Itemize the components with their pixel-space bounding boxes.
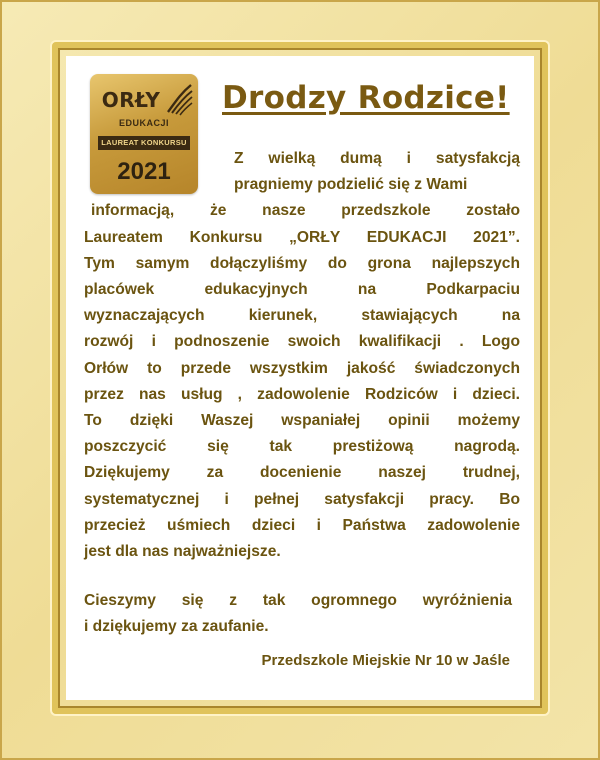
- body-line: To dzięki Waszej wspaniałej opinii możemy: [84, 412, 520, 430]
- logo-band: LAUREAT KONKURSU: [98, 136, 190, 150]
- closing-line: i dziękujemy za zaufanie.: [84, 618, 269, 635]
- body-line: Orłów to przede wszystkim jakość świadczonych: [84, 359, 520, 377]
- body-line: pragniemy podzielić się z Wami: [234, 176, 468, 194]
- letter-closing: [84, 588, 512, 640]
- body-line: Z wielką dumą i satysfakcją: [234, 150, 520, 167]
- logo-year: 2021: [117, 158, 171, 185]
- logo-title: ORŁY: [101, 88, 161, 112]
- body-line: Tym samym dołączyliśmy do grona najlepszych: [84, 254, 520, 272]
- body-line: przecież uśmiech dzieci i Państwa zadowolenie: [84, 516, 520, 534]
- closing-line: Cieszymy się z tak ogromnego wyróżnienia: [84, 592, 512, 609]
- body-line: przez nas usług , zadowolenie Rodziców i dzieci.: [84, 385, 520, 403]
- body-line: Dziękujemy za docenienie naszej trudnej,: [84, 464, 520, 482]
- body-line: placówek edukacyjnych na Podkarpaciu: [84, 281, 520, 299]
- body-line: poszczycić się tak prestiżową nagrodą.: [84, 438, 520, 456]
- body-line: Laureatem Konkursu „ORŁY EDUKACJI 2021”.: [84, 228, 520, 246]
- body-line: rozwój i podnoszenie swoich kwalifikacji . Logo: [84, 333, 520, 351]
- body-line: jest dla nas najważniejsze.: [84, 543, 281, 561]
- eagle-wing-icon: [164, 82, 194, 116]
- logo-subtitle: EDUKACJI: [118, 118, 169, 128]
- body-line: informacją, że nasze przedszkole zostało: [91, 202, 520, 220]
- body-line: systematycznej i pełnej satysfakcji pracy. Bo: [84, 490, 520, 508]
- letter-signature: Przedszkole Miejskie Nr 10 w Jaśle: [261, 652, 510, 669]
- body-line: wyznaczających kierunek, stawiających na: [84, 307, 520, 325]
- letter-body: [84, 146, 520, 565]
- letter-heading: Drodzy Rodzice!: [222, 80, 510, 116]
